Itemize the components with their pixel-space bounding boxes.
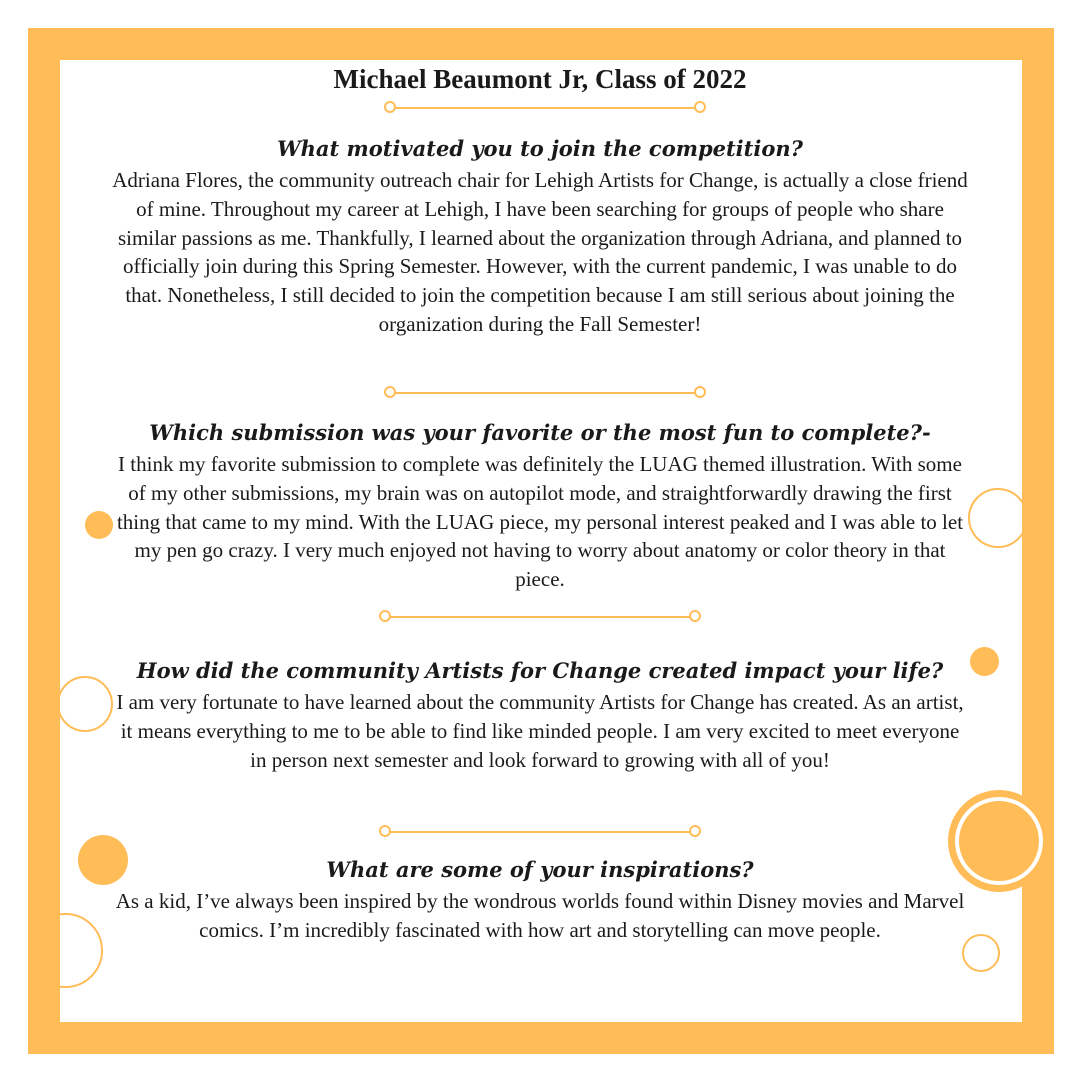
- question-favorite-submission: Which submission was your favorite or the most fun to complete?-: [149, 420, 931, 445]
- divider-3: [379, 825, 701, 839]
- answer-favorite-submission: I think my favorite submission to complete was definitely the LUAG themed illustration. With some of my other submissions, my brain was on autopilot mode, and straightforwardly drawing the first thing that came to my mind. With the LUAG piece, my personal interest peaked and I was able to let my pen go crazy. I very much enjoyed not having to worry about anatomy or color theory in that piece.: [116, 452, 964, 592]
- question-motivation: What motivated you to join the competition?: [277, 136, 803, 161]
- answer-community-impact: I am very fortunate to have learned about the community Artists for Change has created. As an artist, it means everything to me to be able to find like minded people. I am very excited to meet everyone in person next semester and look forward to growing with all of you!: [116, 690, 964, 772]
- divider-top: [384, 101, 706, 115]
- answer-motivation: Adriana Flores, the community outreach chair for Lehigh Artists for Change, is actually a close friend of mine. Throughout my career at Lehigh, I have been searching for groups of people who share similar passions as me. Thankfully, I learned about the organization through Adriana, and planned to officially join during this Spring Semester. However, with the current pandemic, I was unable to do that. Nonetheless, I still decided to join the competition because I am still serious about joining the organization during the Fall Semester!: [112, 168, 968, 336]
- page-title: Michael Beaumont Jr, Class of 2022: [333, 64, 747, 94]
- interview-content: [60, 60, 1020, 1020]
- question-community-impact: How did the community Artists for Change created impact your life?: [136, 658, 944, 683]
- question-inspirations: What are some of your inspirations?: [326, 857, 754, 882]
- answer-inspirations: As a kid, I’ve always been inspired by the wondrous worlds found within Disney movies and Marvel comics. I’m incredibly fascinated with how art and storytelling can move people.: [115, 889, 965, 942]
- divider-1: [384, 386, 706, 400]
- divider-2: [379, 610, 701, 624]
